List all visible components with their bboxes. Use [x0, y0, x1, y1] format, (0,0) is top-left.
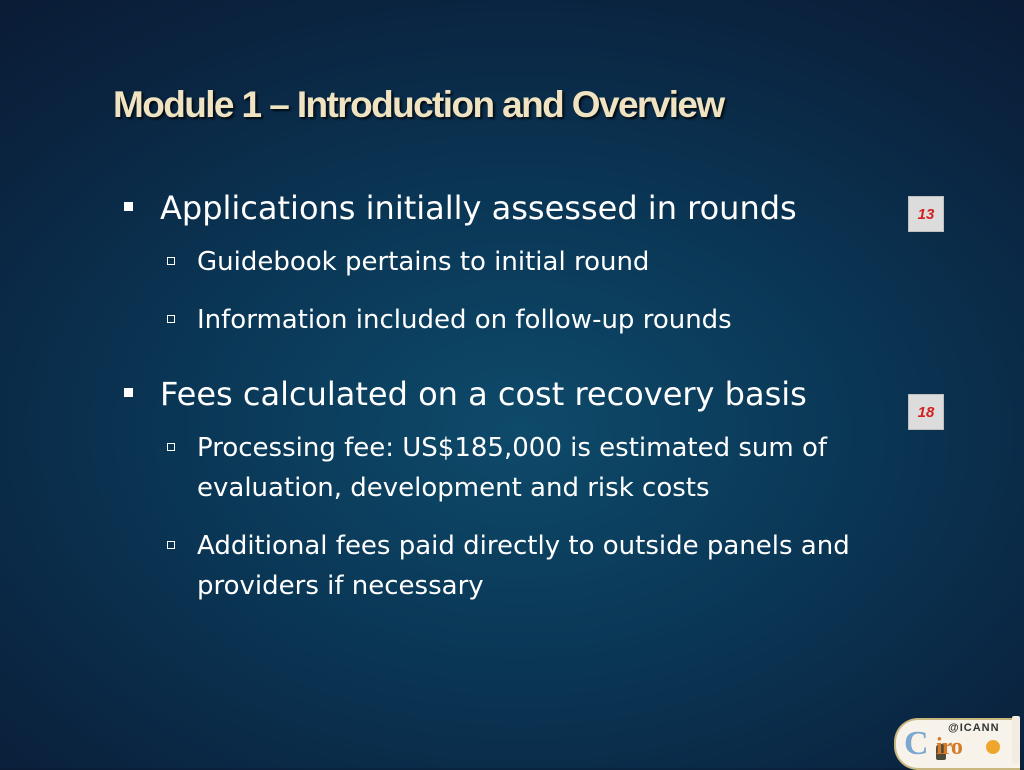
- sub-bullet-item: [120, 242, 920, 282]
- page-ref-badge-18[interactable]: 18: [908, 394, 944, 430]
- sub-bullet-item: [120, 300, 920, 340]
- bullet-item-fees: [120, 374, 920, 414]
- sub-bullet-item: [120, 428, 920, 508]
- hollow-square-bullet-icon: [167, 541, 175, 549]
- hollow-square-bullet-icon: [167, 257, 175, 265]
- slide-title: Module 1 – Introduction and Overview: [113, 84, 724, 125]
- sub-bullet-text: Guidebook pertains to initial round: [197, 247, 650, 277]
- logo-sup-text: @ICANN: [948, 722, 1000, 734]
- hollow-square-bullet-icon: [167, 443, 175, 451]
- square-bullet-icon: [124, 388, 133, 397]
- sub-bullet-text: Additional fees paid directly to outside panels and providers if necessary: [197, 531, 850, 601]
- sub-bullet-item: [120, 526, 920, 606]
- sub-bullet-text: Processing fee: US$185,000 is estimated sum of evaluation, development and risk costs: [197, 433, 828, 503]
- square-bullet-icon: [124, 202, 133, 211]
- sun-icon: [986, 740, 1000, 754]
- logo-edge: [1012, 716, 1020, 764]
- logo-wordmark: iro: [926, 734, 962, 760]
- bullet-text: Applications initially assessed in rounds: [160, 189, 797, 227]
- icann-cairo-logo: [894, 718, 1020, 770]
- page-ref-badge-13[interactable]: 13: [908, 196, 944, 232]
- slide-content: [120, 188, 920, 624]
- sub-bullet-text: Information included on follow-up rounds: [197, 305, 732, 335]
- logo-letter: C: [904, 725, 929, 762]
- hollow-square-bullet-icon: [167, 315, 175, 323]
- bullet-item-rounds: [120, 188, 920, 228]
- bullet-text: Fees calculated on a cost recovery basis: [160, 375, 807, 413]
